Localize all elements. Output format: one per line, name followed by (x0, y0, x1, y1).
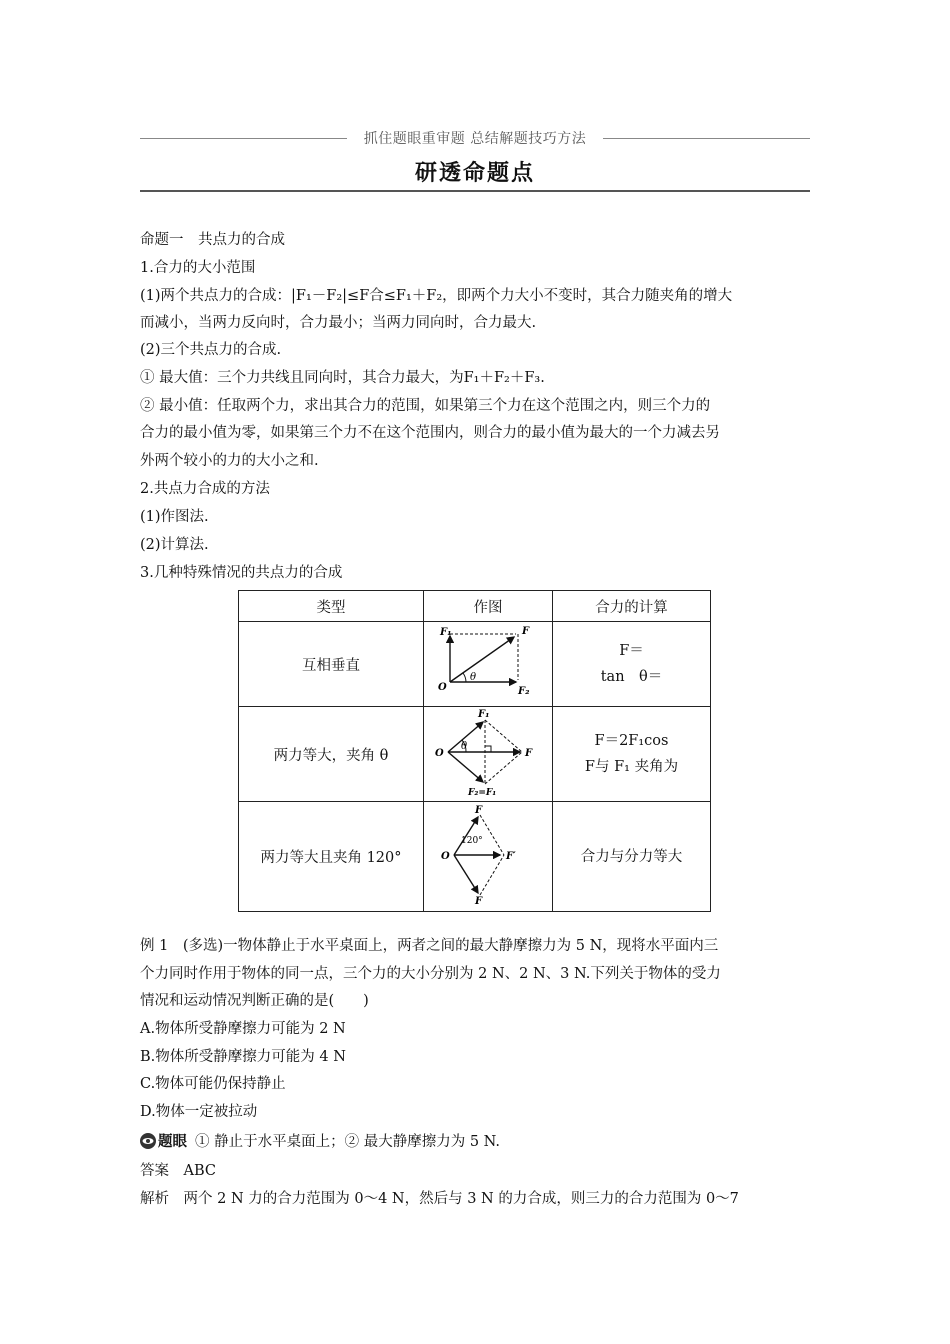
heading-divider (140, 190, 810, 192)
paragraph-line: (1)两个共点力的合成：|F₁－F₂|≤F合≤F₁＋F₂，即两个力大小不变时，其合力随夹角的增大 (140, 288, 733, 304)
option-a: A.物体所受静摩擦力可能为 2 N (140, 1021, 346, 1037)
label-f-top: F (475, 804, 483, 816)
paragraph-line: ① 最大值：三个力共线且同向时，其合力最大，为F₁＋F₂＋F₃. (140, 370, 545, 386)
paragraph-line: 合力的最小值为零，如果第三个力不在这个范围内，则合力的最小值为最大的一个力减去另 (140, 425, 720, 441)
calc-line: F与 F₁ 夹角为 (584, 759, 679, 775)
banner-subtitle: 抓住题眼重审题 总结解题技巧方法 (363, 131, 587, 147)
label-origin: O (438, 682, 447, 693)
label-theta: θ (461, 741, 468, 752)
analysis: 解析 两个 2 N 力的合力范围为 0～4 N，然后与 3 N 的力合成，则三力的合力范围为 0～7 (140, 1191, 739, 1207)
label-f1: F₁ (440, 627, 452, 638)
table-row (239, 707, 711, 802)
table-row (239, 802, 711, 912)
paragraph-line: (2)计算法. (140, 537, 209, 553)
banner-rule-right (603, 138, 810, 139)
equal-force-rhombus-diagram (428, 708, 548, 796)
example-question-line: 个力同时作用于物体的同一点，三个力的大小分别为 2 N、2 N、3 N.下列关于物体的受力 (140, 966, 721, 982)
calc-line: tan θ＝ (600, 669, 663, 685)
paragraph-line: (1)作图法. (140, 509, 209, 525)
paragraph-line: 而减小，当两力反向时，合力最小；当两力同向时，合力最大. (140, 315, 537, 331)
label-f-prime: F′ (506, 850, 516, 862)
label-f: F (525, 748, 533, 759)
label-origin: O (435, 748, 444, 759)
equal-forces-diagram (424, 707, 553, 802)
calculation-cell (553, 802, 711, 912)
table-header-row (239, 591, 711, 622)
calc-line: F＝2F₁cos (594, 733, 669, 749)
force-composition-table (238, 590, 711, 912)
calc-line: 合力与分力等大 (580, 848, 683, 865)
section-banner (140, 128, 810, 150)
subheading-special-cases: 3.几种特殊情况的共点力的合成 (140, 565, 343, 581)
label-angle: 120° (461, 835, 483, 846)
example-question-line: 例 1 (多选)一物体静止于水平桌面上，两者之间的最大静摩擦力为 5 N，现将水平面内三 (140, 938, 719, 954)
paragraph-line: 外两个较小的力的大小之和. (140, 453, 319, 469)
row-type-cell: 互相垂直 (239, 622, 424, 707)
label-origin: O (441, 850, 450, 862)
example-question-line: 情况和运动情况判断正确的是( ) (140, 993, 369, 1009)
table-row (239, 622, 711, 707)
row-type-cell: 两力等大且夹角 120° (239, 802, 424, 912)
option-d: D.物体一定被拉动 (140, 1104, 258, 1120)
header-calculation: 合力的计算 (553, 591, 711, 622)
option-c: C.物体可能仍保持静止 (140, 1076, 286, 1092)
perpendicular-force-diagram (428, 622, 548, 702)
label-theta: θ (470, 672, 477, 683)
perpendicular-diagram (424, 622, 553, 707)
section-heading: 研透命题点 (414, 161, 535, 186)
label-f-bottom: F (475, 895, 483, 905)
key-point-label: 题眼 (158, 1134, 187, 1150)
key-point (140, 1132, 500, 1152)
subheading-range: 1.合力的大小范围 (140, 260, 256, 276)
label-f1: F₁ (478, 709, 490, 720)
subheading-methods: 2.共点力合成的方法 (140, 481, 270, 497)
key-point-text: ① 静止于水平桌面上；② 最大静摩擦力为 5 N. (195, 1134, 501, 1150)
label-f2: F₂ (518, 686, 530, 697)
angle-120-diagram (424, 802, 553, 912)
header-type: 类型 (239, 591, 424, 622)
calc-line: F＝ (619, 643, 644, 659)
label-f2: F₂=F₁ (468, 788, 497, 796)
calculation-cell (553, 622, 711, 707)
header-figure: 作图 (424, 591, 553, 622)
eye-icon (140, 1133, 156, 1149)
option-b: B.物体所受静摩擦力可能为 4 N (140, 1049, 346, 1065)
angle-120-force-diagram (428, 805, 548, 905)
label-f: F (522, 626, 530, 637)
row-type-cell: 两力等大，夹角 θ (239, 707, 424, 802)
paragraph-line: (2)三个共点力的合成. (140, 342, 282, 358)
paragraph-line: ② 最小值：任取两个力，求出其合力的范围，如果第三个力在这个范围之内，则三个力的 (140, 398, 711, 414)
answer: 答案 ABC (140, 1163, 216, 1179)
topic-title: 命题一 共点力的合成 (140, 232, 285, 248)
calculation-cell (553, 707, 711, 802)
